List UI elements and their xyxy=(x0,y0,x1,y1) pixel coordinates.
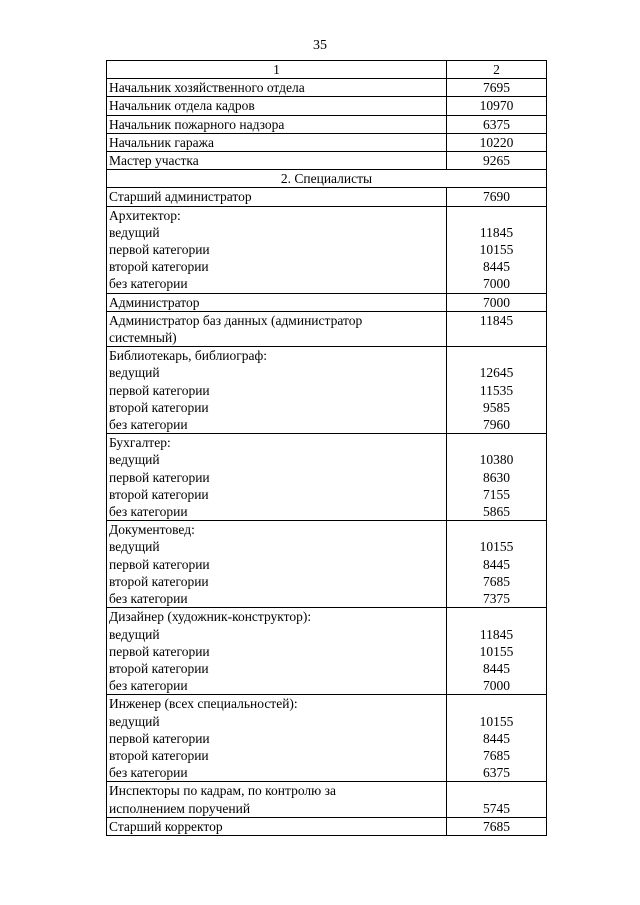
position-line: без категории xyxy=(109,504,188,520)
position-line: без категории xyxy=(109,417,188,433)
position-line: Инспекторы по кадрам, по контролю за xyxy=(109,783,336,799)
position-line: ведущий xyxy=(109,713,160,729)
salary-value: 10380 xyxy=(479,452,514,468)
salary-cell xyxy=(447,695,547,782)
salary-value xyxy=(449,782,544,799)
salary-cell xyxy=(447,97,547,115)
position-cell xyxy=(107,115,447,133)
position-line: ведущий xyxy=(109,365,160,381)
position-line: Администратор xyxy=(109,294,200,310)
table-row xyxy=(107,206,547,293)
position-cell xyxy=(107,782,447,817)
salary-cell xyxy=(447,188,547,206)
salary-value: 8445 xyxy=(483,259,510,275)
position-line: Старший корректор xyxy=(109,818,223,834)
salary-value: 8445 xyxy=(483,730,510,746)
position-cell xyxy=(107,608,447,695)
section-header-row xyxy=(107,170,547,188)
position-line: исполнением поручений xyxy=(109,800,251,816)
position-line: первой категории xyxy=(109,730,210,746)
table-row xyxy=(107,293,547,311)
salary-cell xyxy=(447,206,547,293)
salary-value: 11845 xyxy=(479,224,514,240)
salary-value: 10970 xyxy=(479,98,514,114)
position-line: Начальник хозяйственного отдела xyxy=(109,80,305,96)
table-row xyxy=(107,79,547,97)
header-col-1: 1 xyxy=(107,61,447,79)
salary-value xyxy=(449,608,544,625)
salary-table xyxy=(106,60,547,836)
position-line: первой категории xyxy=(109,382,210,398)
salary-value xyxy=(449,329,544,346)
position-cell xyxy=(107,347,447,434)
salary-cell xyxy=(447,347,547,434)
salary-cell xyxy=(447,434,547,521)
position-cell xyxy=(107,188,447,206)
position-line: второй категории xyxy=(109,399,209,415)
table-row xyxy=(107,347,547,434)
salary-cell xyxy=(447,152,547,170)
position-cell xyxy=(107,206,447,293)
salary-cell xyxy=(447,311,547,346)
position-line: ведущий xyxy=(109,626,160,642)
table-row xyxy=(107,434,547,521)
position-line: ведущий xyxy=(109,452,160,468)
position-line: Библиотекарь, библиограф: xyxy=(109,348,268,364)
salary-value: 11845 xyxy=(479,626,514,642)
table-row xyxy=(107,188,547,206)
salary-value: 9265 xyxy=(483,153,510,169)
salary-value: 6375 xyxy=(483,765,510,781)
salary-value: 9585 xyxy=(483,399,510,415)
salary-cell xyxy=(447,79,547,97)
table-row xyxy=(107,152,547,170)
position-line: ведущий xyxy=(109,539,160,555)
salary-value: 10155 xyxy=(479,539,514,555)
salary-value: 12645 xyxy=(479,365,514,381)
header-col-2: 2 xyxy=(447,61,547,79)
position-line: Документовед: xyxy=(109,522,195,538)
salary-value: 7685 xyxy=(483,747,510,763)
salary-value: 11535 xyxy=(479,382,514,398)
page-number: 35 xyxy=(313,38,327,53)
salary-cell xyxy=(447,608,547,695)
position-line: второй категории xyxy=(109,259,209,275)
position-cell xyxy=(107,434,447,521)
salary-cell xyxy=(447,521,547,608)
position-line: первой категории xyxy=(109,643,210,659)
position-line: системный) xyxy=(109,330,177,346)
position-line: без категории xyxy=(109,765,188,781)
position-cell xyxy=(107,521,447,608)
salary-cell xyxy=(447,115,547,133)
position-cell xyxy=(107,293,447,311)
salary-value: 7000 xyxy=(483,294,510,310)
salary-cell xyxy=(447,782,547,817)
salary-value xyxy=(449,521,544,538)
salary-value: 5745 xyxy=(483,800,510,816)
salary-value: 7000 xyxy=(483,276,510,292)
position-line: Дизайнер (художник-конструктор): xyxy=(109,609,312,625)
position-line: Начальник гаража xyxy=(109,134,214,150)
salary-value: 8445 xyxy=(483,660,510,676)
position-line: Администратор баз данных (администратор xyxy=(109,312,363,328)
position-line: второй категории xyxy=(109,486,209,502)
salary-value: 10155 xyxy=(479,242,514,258)
salary-cell xyxy=(447,817,547,835)
table-row xyxy=(107,133,547,151)
position-line: второй категории xyxy=(109,747,209,763)
position-line: Начальник отдела кадров xyxy=(109,98,255,114)
salary-cell xyxy=(447,293,547,311)
position-line: Начальник пожарного надзора xyxy=(109,116,285,132)
salary-value: 7000 xyxy=(483,678,510,694)
position-cell xyxy=(107,695,447,782)
position-line: Архитектор: xyxy=(109,207,181,223)
position-line: второй категории xyxy=(109,660,209,676)
position-cell xyxy=(107,97,447,115)
position-line: без категории xyxy=(109,678,188,694)
position-line: без категории xyxy=(109,276,188,292)
position-line: без категории xyxy=(109,591,188,607)
salary-value: 7375 xyxy=(483,591,510,607)
table-row xyxy=(107,608,547,695)
position-line: Старший администратор xyxy=(109,189,252,205)
position-line: Мастер участка xyxy=(109,153,199,169)
salary-value xyxy=(449,434,544,451)
salary-value xyxy=(449,695,544,712)
position-line: Инженер (всех специальностей): xyxy=(109,696,298,712)
position-line: первой категории xyxy=(109,469,210,485)
table-row xyxy=(107,782,547,817)
position-cell xyxy=(107,152,447,170)
position-cell xyxy=(107,79,447,97)
salary-value: 7685 xyxy=(483,573,510,589)
salary-value: 7685 xyxy=(483,818,510,834)
table-row xyxy=(107,311,547,346)
table-header-row xyxy=(107,61,547,79)
salary-value: 7155 xyxy=(483,486,510,502)
salary-value: 7690 xyxy=(483,189,510,205)
position-line: первой категории xyxy=(109,242,210,258)
salary-value: 10155 xyxy=(479,713,514,729)
salary-value: 11845 xyxy=(479,312,514,328)
salary-value xyxy=(449,207,544,224)
position-line: Бухгалтер: xyxy=(109,435,171,451)
salary-value: 8630 xyxy=(483,469,510,485)
salary-cell xyxy=(447,133,547,151)
salary-value: 7695 xyxy=(483,80,510,96)
salary-value: 6375 xyxy=(483,116,510,132)
table-row xyxy=(107,97,547,115)
salary-value: 10220 xyxy=(479,134,514,150)
salary-value: 8445 xyxy=(483,556,510,572)
table-row xyxy=(107,817,547,835)
table-row xyxy=(107,695,547,782)
table-row xyxy=(107,521,547,608)
section-title: 2. Специалисты xyxy=(107,170,547,188)
salary-value: 7960 xyxy=(483,417,510,433)
table-row xyxy=(107,115,547,133)
position-line: второй категории xyxy=(109,573,209,589)
position-line: первой категории xyxy=(109,556,210,572)
position-cell xyxy=(107,311,447,346)
salary-value: 5865 xyxy=(483,504,510,520)
position-cell xyxy=(107,817,447,835)
salary-value xyxy=(449,347,544,364)
salary-value: 10155 xyxy=(479,643,514,659)
position-line: ведущий xyxy=(109,224,160,240)
position-cell xyxy=(107,133,447,151)
